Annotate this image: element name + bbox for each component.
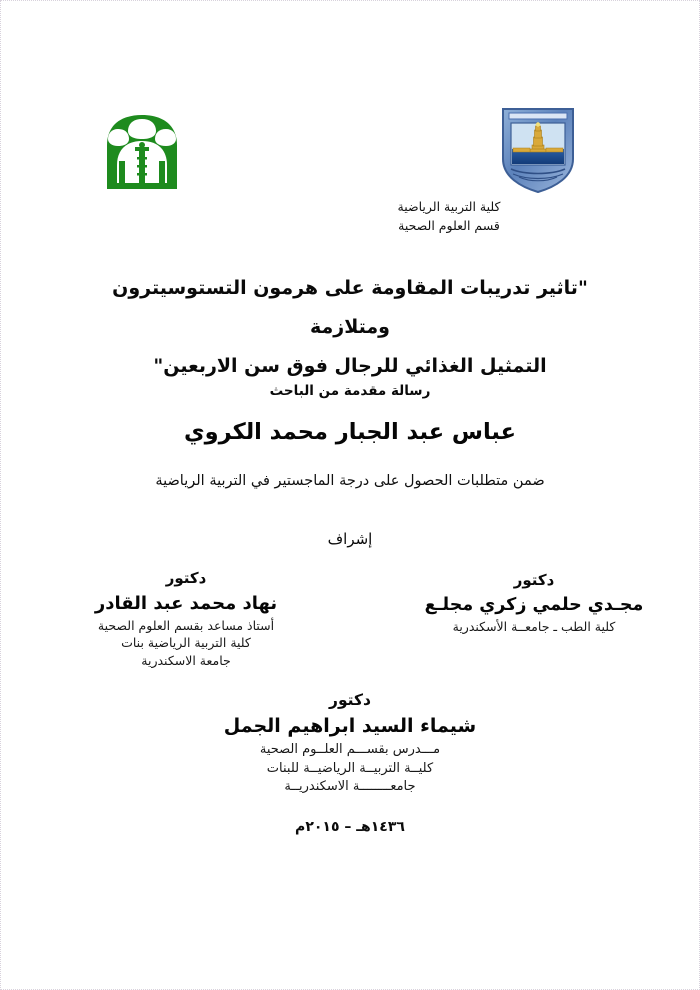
supervisor-affiliation-line: كلية الطب ـ جامعــة الأسكندرية: [452, 618, 616, 634]
green-arch-emblem-icon: [97, 105, 187, 193]
supervisors-row: [41, 567, 659, 670]
supervisor-affiliation-line: مـــدرس بقســـم العلــوم الصحية: [259, 741, 441, 757]
supervisor-name: نهاد محمد عبد القادر: [94, 592, 278, 614]
supervisor-title: دكتور: [513, 571, 555, 589]
supervision-heading: إشراف: [327, 530, 373, 548]
supervisor-entry: [41, 567, 331, 670]
logo-row: [1, 101, 699, 197]
department-name: قسم العلوم الصحية: [398, 218, 500, 234]
faculty-header: [299, 197, 599, 236]
supervisor-affiliation-line: كليــة التربيــة الرياضيــة للبنات: [266, 760, 434, 776]
alexandria-university-crest-icon: [499, 103, 577, 195]
researcher-name: عباس عبد الجبار محمد الكروي: [184, 419, 516, 445]
supervisor-entry: [1, 689, 699, 797]
supervisor-affiliation-line: كلية التربية الرياضية بنات: [121, 635, 251, 651]
thesis-title-line-2: التمثيل الغذائي للرجال فوق سن الاربعين": [153, 354, 547, 377]
thesis-title: [71, 269, 629, 386]
supervisor-title: دكتور: [329, 691, 371, 709]
submitted-by-label: رسالة مقدمة من الباحث: [269, 383, 431, 399]
supervisor-affiliation-line: جامعــــــــة الاسكندريــة: [284, 779, 416, 795]
supervisor-affiliation-line: أستاذ مساعد بقسم العلوم الصحية: [97, 617, 275, 633]
supervisor-affiliation-line: جامعة الاسكندرية: [141, 653, 231, 668]
thesis-title-line-1: "تاثير تدريبات المقاومة على هرمون التستوسيترون ومتلازمة: [112, 277, 588, 338]
faculty-name: كلية التربية الرياضية: [397, 199, 501, 214]
supervisor-name: شيماء السيد ابراهيم الجمل: [223, 715, 477, 738]
degree-statement: ضمن متطلبات الحصول على درجة الماجستير في التربية الرياضية: [155, 473, 545, 489]
publication-date: ١٤٣٦هـ – ٢٠١٥م: [295, 819, 405, 835]
supervisor-entry: [409, 567, 659, 636]
supervisor-name: مجـدي حلمي زكري مجلـع: [424, 594, 644, 615]
supervisor-title: دكتور: [165, 569, 207, 587]
